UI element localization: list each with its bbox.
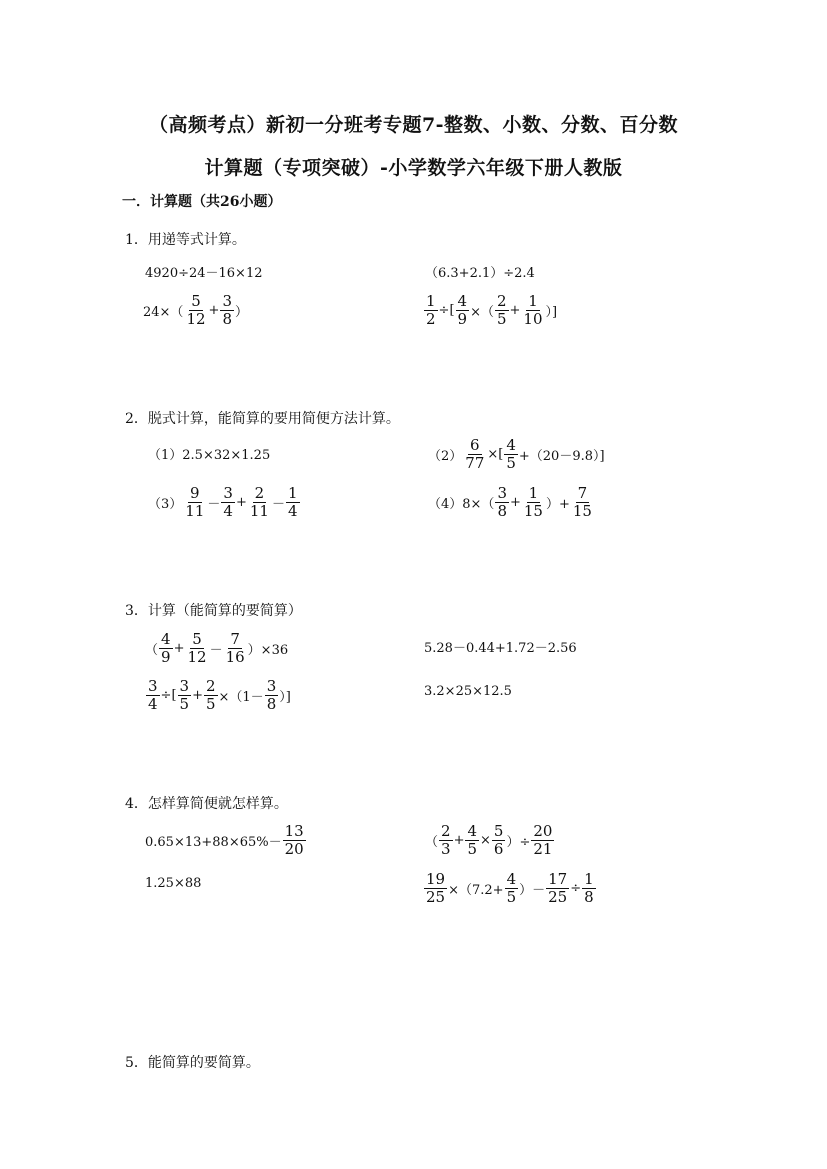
numerator: 4 [467, 822, 478, 840]
operator: ）+ [545, 497, 570, 512]
question-1-heading: 1．用递等式计算。 [125, 232, 246, 248]
text: ）] [279, 690, 291, 705]
operator: ÷[ [160, 688, 177, 703]
fraction [204, 679, 218, 712]
denominator: 15 [572, 502, 592, 520]
fraction [424, 872, 447, 905]
operator: ÷[ [438, 303, 455, 318]
denominator: 21 [533, 840, 553, 858]
fraction [178, 679, 192, 712]
operator: － [271, 497, 285, 512]
numerator: 3 [148, 677, 158, 695]
denominator: 4 [148, 695, 158, 713]
q2-expression-c [148, 486, 301, 519]
text: ）×36 [247, 643, 289, 658]
denominator: 12 [187, 648, 207, 666]
fraction [183, 486, 206, 519]
question-4-heading: 4．怎样算简便就怎样算。 [125, 796, 288, 812]
fraction [146, 679, 160, 712]
numerator: 3 [179, 677, 190, 695]
text: ） [234, 305, 248, 320]
q4-expression-d [423, 872, 597, 905]
denominator: 4 [223, 502, 233, 520]
denominator: 12 [186, 310, 206, 328]
fraction [492, 824, 506, 857]
denominator: 2 [426, 310, 436, 328]
denominator: 15 [523, 502, 543, 520]
numerator: 2 [441, 822, 451, 840]
numerator: 4 [161, 630, 171, 648]
denominator: 77 [465, 454, 485, 472]
denominator: 9 [161, 648, 171, 666]
operator: + [208, 303, 220, 318]
q1-expression-b: （6.3+2.1）÷2.4 [425, 266, 535, 281]
numerator: 6 [470, 436, 480, 454]
denominator: 8 [497, 502, 507, 520]
fraction [531, 824, 554, 857]
operator: － [209, 643, 223, 658]
operator: + [509, 495, 521, 510]
fraction [522, 486, 545, 519]
text: （ [425, 835, 439, 850]
numerator: 1 [528, 484, 539, 502]
fraction [248, 486, 271, 519]
operator: + [453, 833, 465, 848]
fraction [456, 294, 470, 327]
text: （ [145, 643, 159, 658]
fraction [221, 486, 235, 519]
operator: ×（7.2+ [448, 883, 504, 898]
denominator: 5 [205, 695, 216, 713]
q1-expression-c [143, 294, 248, 327]
numerator: 7 [577, 484, 588, 502]
denominator: 5 [506, 454, 516, 472]
fraction [495, 294, 509, 327]
operator: － [207, 497, 221, 512]
fraction [286, 486, 300, 519]
q3-expression-c [145, 679, 291, 712]
operator: ×[ [487, 447, 504, 462]
numerator: 19 [426, 870, 446, 888]
numerator: 2 [496, 292, 507, 310]
text: ）] [545, 305, 558, 320]
numerator: 3 [497, 484, 507, 502]
q2-expression-b [428, 438, 605, 471]
fraction [463, 438, 486, 471]
operator: + [235, 495, 247, 510]
operator: + [509, 303, 521, 318]
numerator: 7 [230, 630, 240, 648]
numerator: 1 [287, 484, 298, 502]
numerator: 20 [533, 822, 553, 840]
fraction [465, 824, 479, 857]
fraction [546, 872, 569, 905]
operator: ）÷ [506, 835, 531, 850]
q4-expression-b [425, 824, 555, 857]
operator: + [173, 641, 185, 656]
q4-expression-a [145, 824, 307, 857]
denominator: 5 [179, 695, 190, 713]
q3-expression-a [145, 632, 288, 665]
question-2-heading: 2．脱式计算，能简算的要用简便方法计算。 [125, 411, 400, 427]
denominator: 10 [523, 310, 543, 328]
question-3-heading: 3．计算（能简算的要简算） [125, 603, 302, 619]
denominator: 16 [225, 648, 245, 666]
fraction [571, 486, 594, 519]
denominator: 4 [287, 502, 298, 520]
numerator: 5 [192, 630, 202, 648]
section-heading: 一．计算题（共26小题） [122, 194, 282, 210]
fraction [224, 632, 247, 665]
denominator: 25 [426, 888, 446, 906]
text: 0.65×13+88×65%－ [145, 835, 282, 850]
numerator: 2 [205, 677, 216, 695]
numerator: 2 [254, 484, 265, 502]
denominator: 11 [249, 502, 269, 520]
q3-expression-d: 3.2×25×12.5 [424, 684, 512, 699]
q3-expression-b: 5.28－0.44+1.72－2.56 [424, 641, 577, 656]
numerator: 1 [584, 870, 594, 888]
numerator: 3 [223, 484, 233, 502]
operator: × [480, 833, 491, 848]
denominator: 25 [548, 888, 568, 906]
numerator: 4 [506, 870, 517, 888]
denominator: 5 [467, 840, 478, 858]
numerator: 4 [506, 436, 516, 454]
fraction [185, 632, 208, 665]
denominator: 8 [266, 695, 277, 713]
numerator: 3 [266, 677, 277, 695]
q1-expression-d [423, 294, 557, 327]
text: +（20－9.8）] [518, 449, 605, 464]
operator: ×（1－ [218, 690, 264, 705]
fraction [582, 872, 596, 905]
text: （2） [428, 449, 463, 464]
denominator: 6 [493, 840, 504, 858]
denominator: 3 [441, 840, 451, 858]
denominator: 5 [496, 310, 507, 328]
numerator: 13 [284, 822, 304, 840]
fraction [439, 824, 453, 857]
fraction [521, 294, 544, 327]
numerator: 1 [426, 292, 436, 310]
fraction [505, 872, 519, 905]
fraction [220, 294, 234, 327]
operator: ）－ [519, 883, 546, 898]
denominator: 5 [506, 888, 517, 906]
fraction [495, 486, 509, 519]
text: 24×（ [143, 305, 184, 320]
operator: ÷ [570, 881, 582, 896]
question-5-heading: 5．能简算的要简算。 [125, 1055, 260, 1071]
denominator: 9 [457, 310, 468, 328]
denominator: 8 [584, 888, 594, 906]
numerator: 4 [457, 292, 468, 310]
numerator: 17 [548, 870, 568, 888]
fraction [283, 824, 306, 857]
operator: ×（ [470, 305, 494, 320]
fraction [424, 294, 438, 327]
numerator: 1 [528, 292, 538, 310]
page-title-line1: （高频考点）新初一分班考专题7-整数、小数、分数、百分数 [148, 114, 679, 136]
q2-expression-a: （1）2.5×32×1.25 [148, 448, 271, 463]
text: （3） [148, 497, 183, 512]
text: （4）8×（ [428, 497, 495, 512]
page-title-line2: 计算题（专项突破）-小学数学六年级下册人教版 [204, 157, 623, 179]
fraction [504, 438, 518, 471]
q1-expression-a: 4920÷24－16×12 [145, 266, 263, 281]
numerator: 9 [190, 484, 200, 502]
q2-expression-d [428, 486, 595, 519]
fraction [265, 679, 279, 712]
numerator: 3 [222, 292, 232, 310]
numerator: 5 [191, 292, 201, 310]
denominator: 11 [185, 502, 205, 520]
denominator: 8 [222, 310, 232, 328]
fraction [159, 632, 173, 665]
numerator: 5 [493, 822, 504, 840]
denominator: 20 [284, 840, 304, 858]
q4-expression-c: 1.25×88 [145, 876, 202, 891]
fraction [184, 294, 207, 327]
operator: + [192, 688, 203, 703]
